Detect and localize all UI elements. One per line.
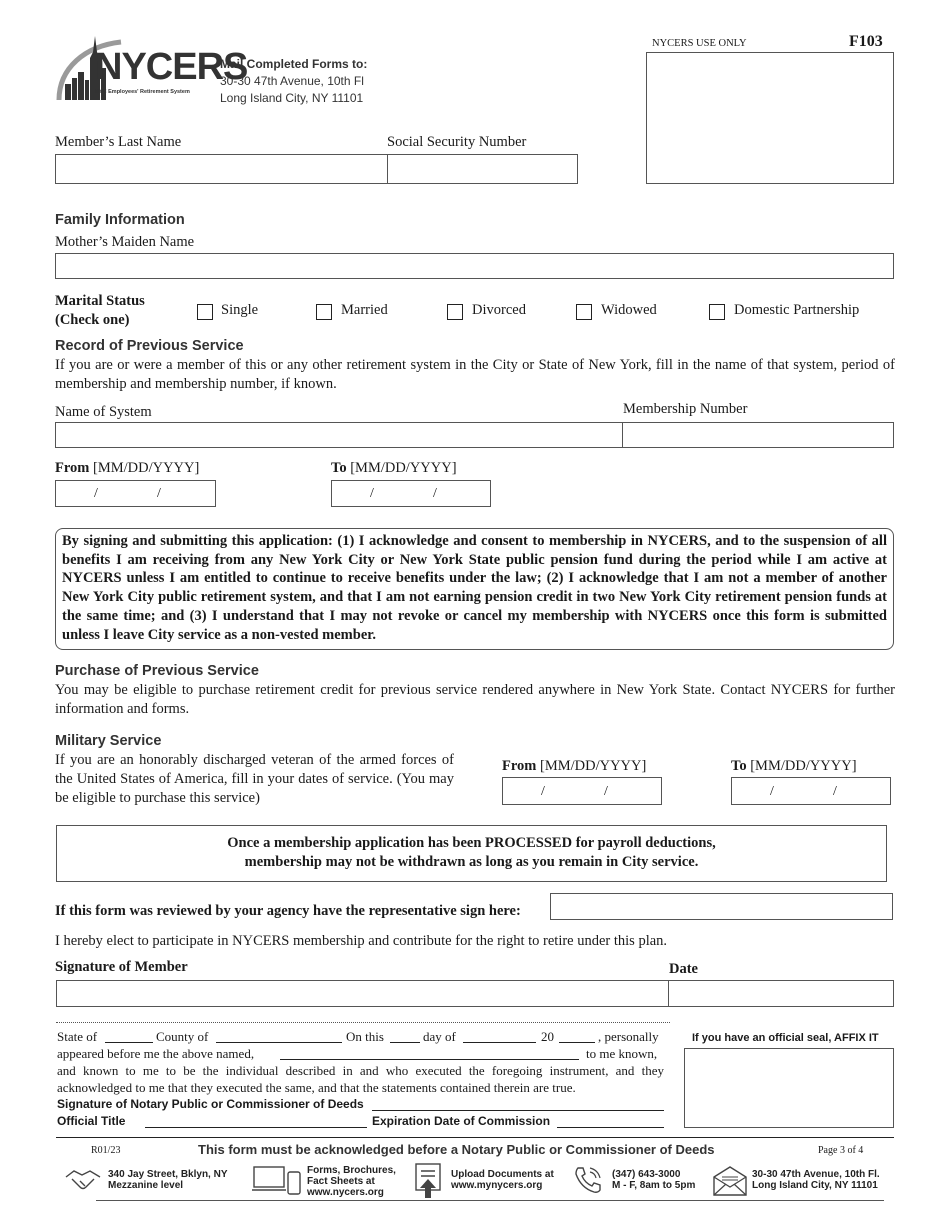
mil-to-bold: To [731, 758, 747, 774]
footer-upload [451, 1169, 554, 1191]
marital-status-label: Marital Status [55, 293, 145, 309]
notary-divider [56, 1022, 670, 1023]
footer-line: Mezzanine level [108, 1180, 184, 1191]
date-slash: / [157, 486, 161, 501]
member-signature-field[interactable] [56, 980, 669, 1007]
checkbox-married[interactable] [316, 304, 332, 320]
military-text: If you are an honorably discharged veteran of the armed forces of the United States of America, fill in your dates of service. (You may be eligible to purchase this service) [55, 752, 454, 806]
member-signature-label: Signature of Member [55, 959, 188, 975]
family-heading: Family Information [55, 212, 185, 228]
mail-line1: 30-30 47th Avenue, 10th Fl [220, 74, 364, 88]
prev-from-date-field[interactable] [55, 480, 216, 507]
page-number: Page 3 of 4 [818, 1145, 864, 1156]
notary-known-label: to me known, [586, 1046, 658, 1061]
mail-title: Mail Completed Forms to: [220, 57, 368, 71]
footer-line: Fact Sheets at [307, 1176, 375, 1187]
mil-from-bold: From [502, 758, 537, 774]
notary-named-field[interactable] [280, 1059, 579, 1060]
checkbox-divorced[interactable] [447, 304, 463, 320]
maiden-name-label: Mother’s Maiden Name [55, 234, 195, 250]
option-widowed-label: Widowed [601, 302, 657, 318]
notary-appeared-label: appeared before me the above named, [57, 1046, 255, 1061]
ssn-label: Social Security Number [387, 134, 527, 150]
upload-icon [413, 1163, 443, 1199]
consent-box [55, 528, 894, 650]
date-slash: / [370, 486, 374, 501]
footer-mail-address [752, 1169, 880, 1191]
date-slash: / [833, 784, 837, 799]
footer-divider [56, 1137, 894, 1138]
devices-icon [252, 1164, 302, 1198]
last-name-label: Member’s Last Name [55, 134, 182, 150]
nycers-logo [55, 28, 248, 104]
seal-box [684, 1048, 894, 1128]
checkbox-single[interactable] [197, 304, 213, 320]
handshake-icon [64, 1165, 102, 1195]
notice-line1: Once a membership application has been PROCESSED for payroll deductions, [227, 835, 716, 851]
notice-line2: membership may not be withdrawn as long as you remain in City service. [244, 854, 699, 870]
purchase-heading: Purchase of Previous Service [55, 663, 259, 679]
notary-signature-field[interactable] [372, 1110, 664, 1111]
footer-address-1 [108, 1169, 228, 1191]
notary-day-field[interactable] [390, 1042, 420, 1043]
prev-from-format: [MM/DD/YYYY] [93, 460, 200, 476]
date-slash: / [433, 486, 437, 501]
phone-icon [572, 1164, 604, 1196]
ssn-field[interactable] [387, 154, 578, 184]
footer-line: M - F, 8am to 5pm [612, 1180, 696, 1191]
prev-to-bold: To [331, 460, 347, 476]
footer-line: (347) 643-3000 [612, 1169, 681, 1180]
mil-from-date-field[interactable] [502, 777, 662, 805]
footer-line: Long Island City, NY 11101 [752, 1180, 878, 1191]
mil-to-format: [MM/DD/YYYY] [750, 758, 857, 774]
notary-year-prefix: 20 [541, 1029, 554, 1044]
logo-text: NYCERS [95, 46, 248, 88]
footer-line: 30-30 47th Avenue, 10th Fl. [752, 1169, 880, 1180]
expiration-label: Expiration Date of Commission [372, 1114, 551, 1128]
notary-on-this-label: On this [346, 1029, 384, 1044]
system-name-label: Name of System [55, 404, 152, 420]
footer-phone [612, 1169, 695, 1191]
expiration-field[interactable] [557, 1127, 664, 1128]
withdrawal-notice-box [56, 825, 887, 882]
notary-signature-label: Signature of Notary Public or Commissioner of Deeds [57, 1097, 364, 1111]
previous-service-heading: Record of Previous Service [55, 338, 244, 354]
prev-from-bold: From [55, 460, 90, 476]
system-name-field[interactable] [55, 422, 623, 448]
consent-text: By signing and submitting this application: (1) I acknowledge and consent to membership in NYCERS, and to the suspension of all benefits I am receiving from any New York City or New York State public pension fund during the period while I am active at NYCERS unless I am entitled to continue to receive benefits under the law; (2) I acknowledge that I am not a member of another New York City public retirement system, and that I am not earning pension credit in two New York City retirement pension funds at the same time; and (3) I understand that I may not revoke or cancel my membership with NYCERS once this form is submitted unless I leave City service as a non-vested member. [62, 533, 887, 643]
date-slash: / [604, 784, 608, 799]
use-only-label: NYCERS USE ONLY [652, 38, 747, 49]
option-divorced-label: Divorced [472, 302, 526, 318]
checkbox-domestic-partnership[interactable] [709, 304, 725, 320]
seal-label: If you have an official seal, AFFIX IT [692, 1032, 879, 1044]
date-slash: / [541, 784, 545, 799]
maiden-name-field[interactable] [55, 253, 894, 279]
footer-resources [307, 1165, 396, 1198]
footer-line: www.mynycers.org [451, 1180, 543, 1191]
official-title-label: Official Title [57, 1114, 126, 1128]
marital-check-one-label: (Check one) [55, 312, 130, 328]
prev-from-label [55, 460, 199, 477]
signature-date-field[interactable] [668, 980, 894, 1007]
nycers-use-only-box [646, 52, 894, 184]
military-heading: Military Service [55, 733, 162, 749]
footer-line: Upload Documents at [451, 1169, 554, 1180]
mil-to-label [731, 758, 857, 775]
membership-number-field[interactable] [622, 422, 894, 448]
notary-personally-label: , personally [598, 1029, 659, 1044]
footer-bottom-rule [96, 1200, 884, 1201]
notary-year-field[interactable] [559, 1042, 595, 1043]
footer-line: www.nycers.org [307, 1187, 384, 1198]
last-name-field[interactable] [55, 154, 388, 184]
date-label: Date [669, 961, 698, 977]
footer-line: Forms, Brochures, [307, 1165, 396, 1176]
purchase-text: You may be eligible to purchase retirement credit for previous service rendered anywhere in New York State. Contact NYCERS for further information and forms. [55, 682, 895, 717]
notary-day-of-label: day of [423, 1029, 456, 1044]
mil-from-label [502, 758, 646, 775]
official-title-field[interactable] [145, 1127, 367, 1128]
footer-line: 340 Jay Street, Bklyn, NY [108, 1169, 228, 1180]
notary-county-field[interactable] [216, 1042, 342, 1043]
option-married-label: Married [341, 302, 388, 318]
envelope-icon [712, 1165, 748, 1197]
notary-state-field[interactable] [105, 1042, 153, 1043]
membership-number-label: Membership Number [623, 401, 748, 417]
date-slash: / [770, 784, 774, 799]
checkbox-widowed[interactable] [576, 304, 592, 320]
election-text: I hereby elect to participate in NYCERS membership and contribute for the right to retire under this plan. [55, 933, 668, 949]
notary-state-label: State of [57, 1029, 98, 1044]
revision-code: R01/23 [91, 1145, 121, 1156]
notary-month-field[interactable] [463, 1042, 536, 1043]
mail-line2: Long Island City, NY 11101 [220, 91, 364, 105]
logo-subtext: NYC Employees' Retirement System [95, 89, 190, 95]
form-number: F103 [849, 33, 883, 50]
notary-county-label: County of [156, 1029, 209, 1044]
mil-from-format: [MM/DD/YYYY] [540, 758, 647, 774]
prev-to-label [331, 460, 457, 477]
footer-notice: This form must be acknowledged before a Notary Public or Commissioner of Deeds [198, 1142, 715, 1157]
notary-body-text: and known to me to be the individual described in and who executed the foregoing instrument, and they acknowledged to me that they executed the same, and that the statements contained therein are true. [57, 1063, 664, 1095]
mil-to-date-field[interactable] [731, 777, 891, 805]
previous-service-text: If you are or were a member of this or any other retirement system in the City or State of New York, fill in the name of that system, period of membership and membership number, if known. [55, 357, 895, 392]
agency-signature-field[interactable] [550, 893, 893, 920]
date-slash: / [94, 486, 98, 501]
option-single-label: Single [221, 302, 259, 318]
agency-sign-label: If this form was reviewed by your agency have the representative sign here: [55, 903, 521, 919]
option-domestic-partnership-label: Domestic Partnership [734, 302, 860, 318]
prev-to-format: [MM/DD/YYYY] [350, 460, 457, 476]
prev-to-date-field[interactable] [331, 480, 491, 507]
